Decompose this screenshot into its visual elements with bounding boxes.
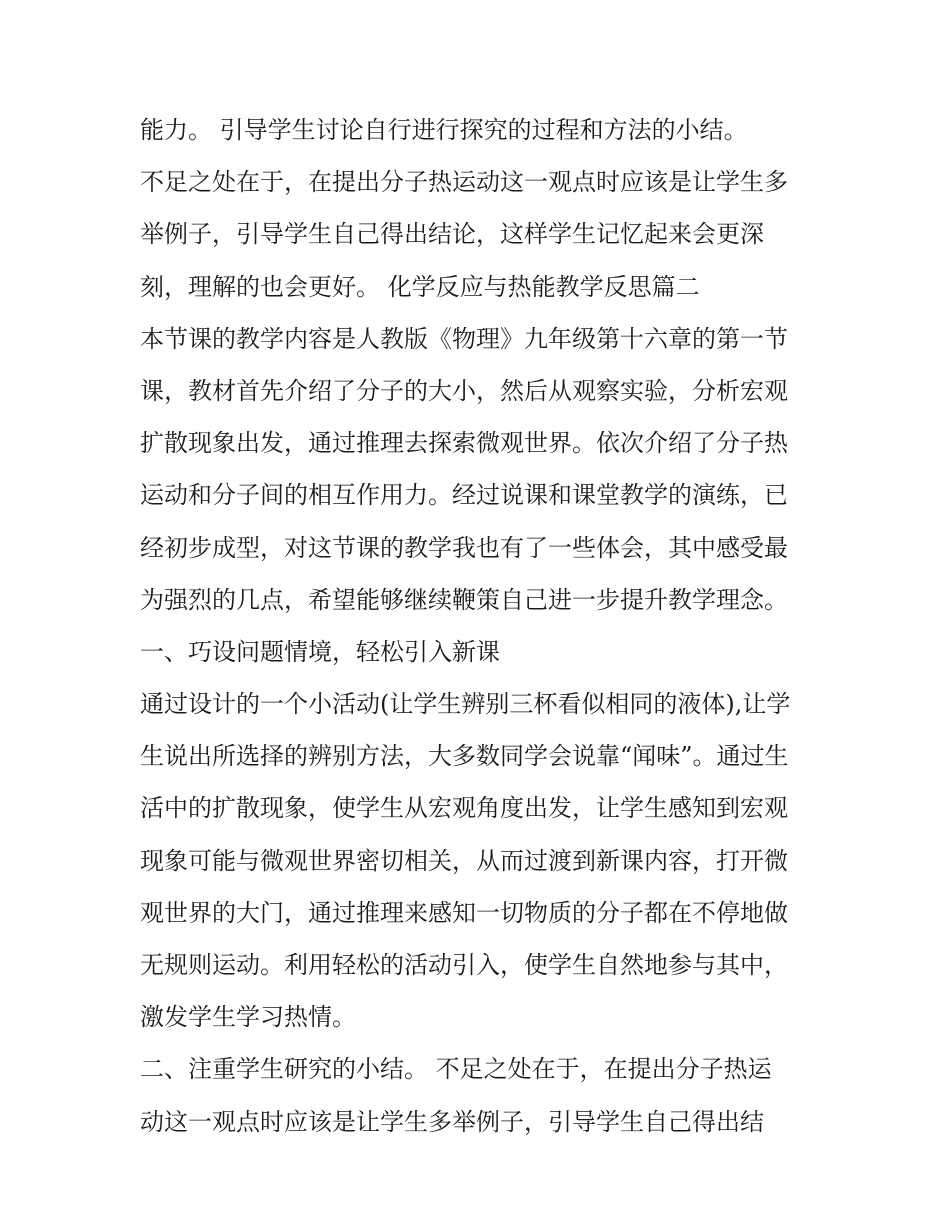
- text-line: 本节课的教学内容是人教版《物理》九年级第十六章的第一节: [140, 324, 788, 353]
- text-line: 激发学生学习热情。: [140, 1003, 356, 1032]
- text-line: 扩散现象出发，通过推理去探索微观世界。依次介绍了分子热: [140, 429, 788, 458]
- text-line: 观世界的大门，通过推理来感知一切物质的分子都在不停地做: [140, 898, 788, 927]
- text-line: 刻，理解的也会更好。 化学反应与热能教学反思篇二: [140, 272, 700, 301]
- text-line: 现象可能与微观世界密切相关，从而过渡到新课内容，打开微: [140, 846, 788, 875]
- text-line: 运动和分子间的相互作用力。经过说课和课堂教学的演练，已: [140, 481, 788, 510]
- section-heading: 一、巧设问题情境，轻松引入新课: [140, 637, 500, 666]
- text-line: 活中的扩散现象，使学生从宏观角度出发，让学生感知到宏观: [140, 794, 788, 823]
- section-heading: 二、注重学生研究的小结。 不足之处在于，在提出分子热运: [140, 1055, 772, 1084]
- text-line: 通过设计的一个小活动(让学生辨别三杯看似相同的液体),让学: [140, 690, 791, 719]
- text-line: 不足之处在于，在提出分子热运动这一观点时应该是让学生多: [140, 168, 788, 197]
- text-line: 无规则运动。利用轻松的活动引入，使学生自然地参与其中，: [140, 951, 788, 979]
- text-line: 生说出所选择的辨别方法，大多数同学会说靠“闻味”。通过生: [140, 742, 789, 771]
- text-line: 能力。 引导学生讨论自行进行探究的过程和方法的小结。: [140, 116, 748, 144]
- text-line: 课，教材首先介绍了分子的大小，然后从观察实验，分析宏观: [140, 376, 788, 405]
- text-line: 动这一观点时应该是让学生多举例子，引导学生自己得出结: [140, 1107, 764, 1136]
- text-line: 举例子，引导学生自己得出结论，这样学生记忆起来会更深: [140, 220, 764, 249]
- text-line: 为强烈的几点，希望能够继续鞭策自己进一步提升教学理念。: [140, 585, 788, 614]
- document-body: [140, 104, 820, 1148]
- text-line: 经初步成型，对这节课的教学我也有了一些体会，其中感受最: [140, 533, 788, 562]
